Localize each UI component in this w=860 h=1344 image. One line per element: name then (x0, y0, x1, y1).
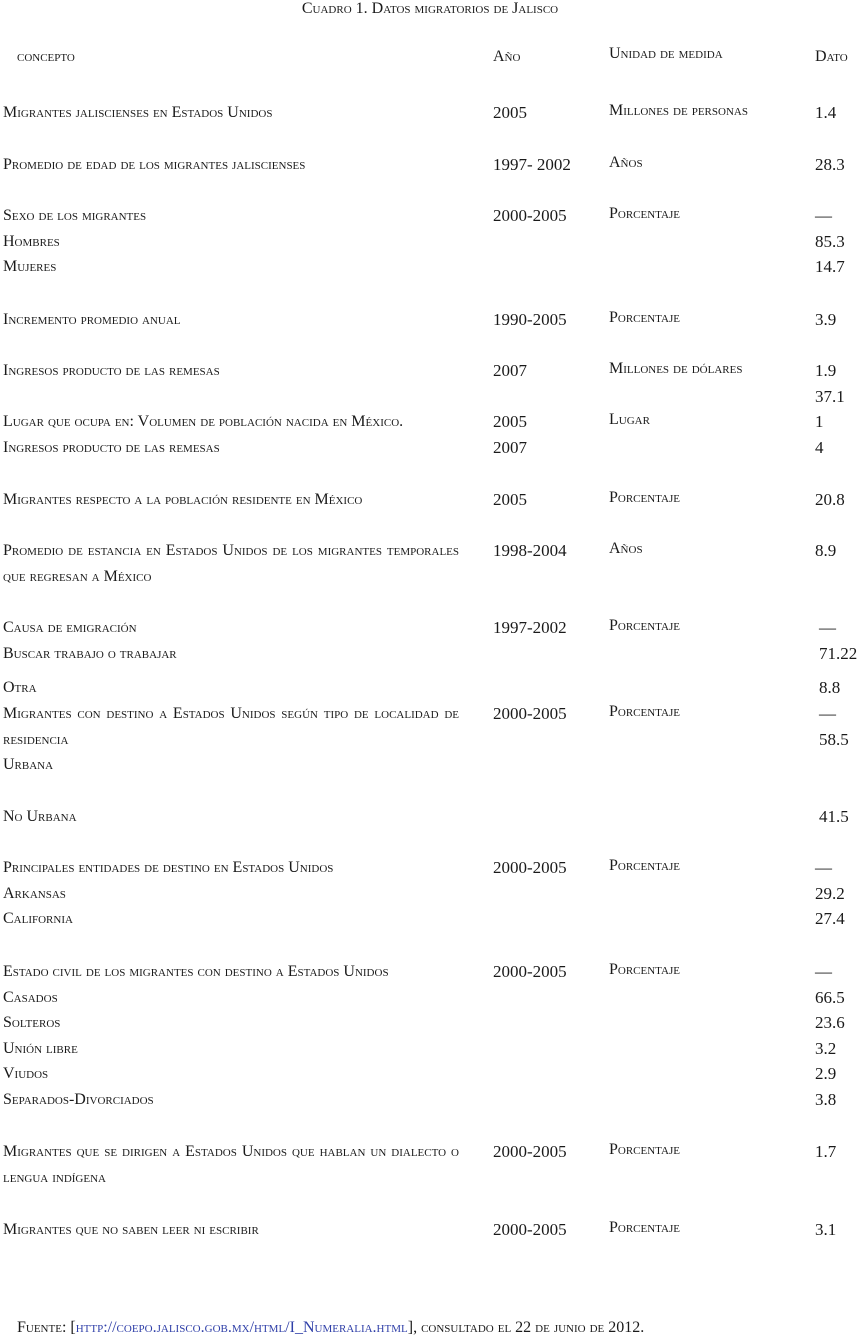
data-value: — (819, 618, 836, 637)
concept-cell (3, 152, 459, 178)
data-value: — (815, 858, 832, 877)
data-value: — (815, 206, 832, 225)
year-text: 1997- 2002 (493, 155, 571, 174)
data-value: — (819, 704, 836, 723)
unit-cell: Porcentaje (609, 1141, 680, 1158)
data-cell (815, 959, 845, 1112)
concept-text: No Urbana (3, 808, 77, 825)
unit-cell: Años (609, 154, 643, 171)
year-cell (493, 100, 527, 126)
data-cell (815, 487, 845, 513)
year-text: 2000-2005 (493, 858, 567, 877)
data-cell (819, 615, 857, 666)
year-text: 1998-2004 (493, 541, 567, 560)
concept-cell (3, 409, 459, 460)
concept-cell (3, 1139, 459, 1190)
concept-cell (3, 804, 459, 830)
concept-text: Migrantes respecto a la población residente en México (3, 491, 363, 508)
data-value: 1.9 (815, 361, 837, 380)
year-cell (493, 1139, 567, 1165)
year-cell (493, 358, 527, 384)
data-value: 3.8 (815, 1089, 837, 1109)
year-text: 2000-2005 (493, 962, 567, 981)
unit-cell: Millones de personas (609, 102, 748, 119)
concept-cell (3, 855, 459, 932)
concept-text: Causa de emigración (3, 619, 137, 636)
unit-cell: Porcentaje (609, 205, 680, 222)
year-cell (493, 701, 567, 727)
data-value: 3.9 (815, 310, 837, 329)
data-cell (815, 358, 845, 409)
concept-text: Estado civil de los migrantes con destino a Estados Unidos (3, 963, 389, 980)
concept-text: Migrantes que se dirigen a Estados Unidos que hablan un dialecto o lengua indígena (3, 1143, 459, 1186)
year-cell (493, 959, 567, 985)
concept-text: Mujeres (3, 258, 57, 275)
data-cell (815, 1217, 836, 1243)
year-cell (493, 538, 567, 564)
year-text: 1997-2002 (493, 618, 567, 637)
data-value: 14.7 (815, 257, 845, 276)
concept-text: Migrantes con destino a Estados Unidos según tipo de localidad de residencia (3, 705, 459, 748)
year-cell (493, 1217, 567, 1243)
data-value: 37.1 (815, 386, 845, 406)
concept-cell (3, 538, 459, 589)
concept-text: Principales entidades de destino en Estados Unidos (3, 859, 334, 876)
year-cell (493, 307, 567, 333)
data-cell (815, 307, 836, 333)
unit-cell: Porcentaje (609, 617, 680, 634)
data-cell (815, 538, 836, 564)
year-cell (493, 615, 567, 641)
data-cell (819, 675, 840, 701)
data-cell (815, 152, 845, 178)
data-value: 85.3 (815, 231, 845, 251)
year-text: 2000-2005 (493, 206, 567, 225)
year-cell (493, 152, 571, 178)
year-cell (493, 855, 567, 881)
year-text: 2005 (493, 103, 527, 122)
source-link[interactable]: http://coepo.jalisco.gob.mx/html/I_Numeralia.html (75, 1319, 408, 1336)
source-prefix: Fuente: [ (17, 1319, 76, 1336)
concept-text: Promedio de estancia en Estados Unidos de los migrantes temporales que regresan a México (3, 542, 459, 585)
unit-cell: Porcentaje (609, 703, 680, 720)
data-value: 29.2 (815, 883, 845, 903)
year-text: 2000-2005 (493, 704, 567, 723)
concept-text: Separados-Divorciados (3, 1090, 154, 1108)
data-value: 8.8 (819, 678, 841, 697)
year-text: 2005 (493, 412, 527, 431)
data-value: 1.4 (815, 103, 837, 122)
unit-cell: Millones de dólares (609, 360, 743, 377)
source-note (17, 1318, 644, 1338)
concept-text: Casados (3, 988, 58, 1006)
data-value: — (815, 962, 832, 981)
concept-text: Urbana (3, 756, 54, 773)
concept-text: Hombres (3, 232, 60, 250)
unit-cell: Porcentaje (609, 961, 680, 978)
data-value: 1 (815, 412, 824, 431)
year-text: 2007 (493, 437, 527, 457)
unit-cell: Porcentaje (609, 489, 680, 506)
data-value: 3.2 (815, 1038, 837, 1058)
data-cell (815, 855, 845, 932)
concept-cell (3, 959, 459, 1112)
year-text: 2005 (493, 490, 527, 509)
year-cell (493, 409, 527, 460)
data-cell (815, 409, 824, 460)
data-value: 27.4 (815, 909, 845, 928)
concept-text: Migrantes que no saben leer ni escribir (3, 1221, 259, 1238)
header-unidad: Unidad de medida (609, 45, 723, 62)
table-caption: Cuadro 1. Datos migratorios de Jalisco (301, 0, 559, 17)
concept-cell (3, 487, 459, 513)
concept-cell (3, 203, 459, 280)
data-value: 23.6 (815, 1013, 845, 1032)
concept-text: Ingresos producto de las remesas (3, 362, 220, 379)
concept-cell (3, 615, 459, 666)
data-value: 41.5 (819, 807, 849, 826)
unit-cell: Porcentaje (609, 309, 680, 326)
data-value: 2.9 (815, 1064, 837, 1083)
data-value: 20.8 (815, 490, 845, 509)
concept-cell (3, 100, 459, 126)
concept-cell (3, 307, 459, 333)
data-cell (815, 1139, 836, 1165)
concept-text: California (3, 910, 73, 927)
data-value: 58.5 (819, 729, 849, 749)
data-value: 28.3 (815, 155, 845, 174)
year-text: 1990-2005 (493, 310, 567, 329)
data-value: 1.7 (815, 1142, 837, 1161)
data-value: 71.22 (819, 643, 858, 663)
concept-text: Buscar trabajo o trabajar (3, 644, 177, 662)
year-text: 2000-2005 (493, 1220, 567, 1239)
concept-cell (3, 1217, 459, 1243)
concept-cell (3, 358, 459, 384)
concept-cell (3, 675, 459, 701)
unit-cell: Porcentaje (609, 857, 680, 874)
concept-text: Lugar que ocupa en: Volumen de población nacida en México. (3, 413, 404, 430)
year-cell (493, 203, 567, 229)
data-value: 66.5 (815, 987, 845, 1007)
concept-text: Migrantes jaliscienses en Estados Unidos (3, 104, 273, 121)
data-value: 4 (815, 437, 824, 457)
data-cell (815, 203, 845, 280)
unit-cell: Años (609, 540, 643, 557)
data-cell (819, 804, 849, 830)
header-dato: Dato (815, 48, 848, 65)
concept-text: Sexo de los migrantes (3, 207, 147, 224)
data-value: 3.1 (815, 1220, 837, 1239)
data-value: 8.9 (815, 541, 837, 560)
concept-cell (3, 701, 459, 778)
unit-cell: Lugar (609, 411, 650, 428)
source-suffix: ], consultado el 22 de junio de 2012. (407, 1319, 645, 1336)
header-anio: Año (493, 48, 521, 65)
concept-text: Viudos (3, 1065, 49, 1082)
concept-text: Ingresos producto de las remesas (3, 438, 220, 456)
concept-text: Otra (3, 679, 37, 696)
header-concepto: concepto (17, 48, 75, 65)
concept-text: Solteros (3, 1014, 61, 1031)
concept-text: Promedio de edad de los migrantes jaliscienses (3, 156, 306, 173)
year-text: 2007 (493, 361, 527, 380)
data-cell (819, 701, 849, 752)
concept-text: Arkansas (3, 884, 66, 902)
year-cell (493, 487, 527, 513)
concept-text: Unión libre (3, 1039, 78, 1057)
year-text: 2000-2005 (493, 1142, 567, 1161)
concept-text: Incremento promedio anual (3, 311, 181, 328)
unit-cell: Porcentaje (609, 1219, 680, 1236)
data-cell (815, 100, 836, 126)
